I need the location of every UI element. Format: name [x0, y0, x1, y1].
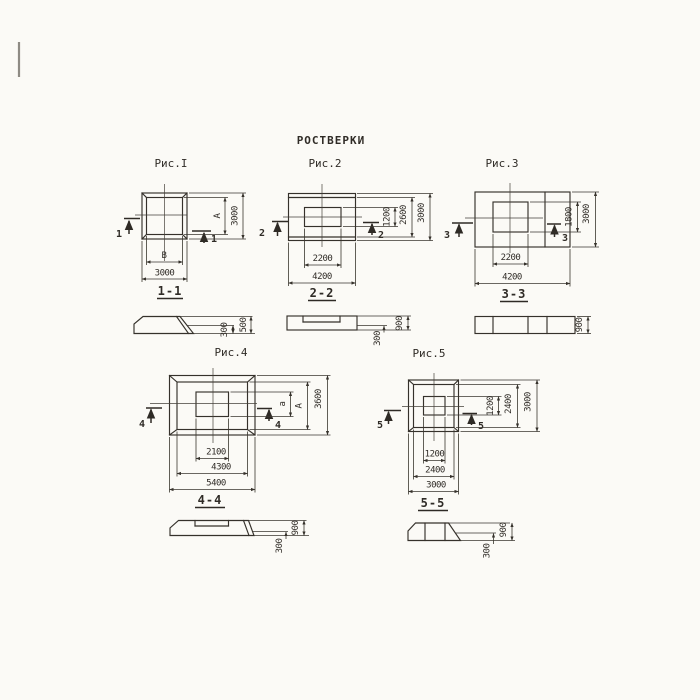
figure5-dim-middle-height-label: 2400 — [504, 394, 514, 414]
figure5-dim-middle-width-label: 2400 — [425, 465, 445, 476]
figure5-section-title — [418, 496, 448, 511]
figure2-dim-inner-width — [305, 229, 342, 269]
figure3-plan — [465, 183, 570, 253]
figure3-dim-inner-height — [530, 202, 581, 232]
figure2-dim-outer-width — [289, 243, 356, 287]
figure5-section-edge-height-label: 300 — [482, 543, 493, 559]
figure2-dim-middle-height-label: 2600 — [399, 205, 409, 225]
figure3-dim-outer-width-label: 4200 — [502, 272, 522, 283]
figure3-dim-inner-width — [493, 234, 528, 267]
figure3-dim-outer-height-label: 3000 — [582, 204, 592, 224]
figure2-section-total-height-label: 900 — [395, 316, 405, 331]
figure5-dim-outer-width — [409, 434, 459, 495]
figure2-dim-inner-width-label: 2200 — [312, 254, 333, 264]
figure5-caption: Рис.5 — [412, 347, 446, 360]
figure4-dim-middle-width-label: 4300 — [211, 462, 231, 473]
figure-4 — [139, 346, 331, 553]
figure3-cut-label-left: 3 — [443, 230, 451, 241]
figure3-section-view — [475, 317, 591, 334]
figure2-section-title — [308, 286, 336, 301]
figure4-dim-inner-height-label: а — [278, 401, 288, 407]
figure4-section-caption: 4-4 — [197, 493, 223, 507]
figure4-dim-inner-width — [196, 419, 229, 462]
figure2-section-caption: 2-2 — [309, 286, 335, 300]
figure4-dim-inner-height — [231, 392, 294, 417]
figure4-cut-label-right: 4 — [274, 420, 282, 431]
figure1-cut-label-right: 1 — [210, 234, 218, 245]
figure1-section-view — [134, 317, 255, 338]
figure-5 — [377, 347, 540, 558]
figure4-section-edge-height-label: 300 — [275, 538, 285, 554]
figure1-cut-mark-right — [192, 231, 217, 245]
figure5-plan — [402, 373, 464, 441]
figure3-section-title — [500, 287, 528, 302]
figure5-dim-outer-width-label: 3000 — [426, 480, 446, 491]
figure2-plan — [283, 184, 362, 247]
figure3-section-caption: 3-3 — [501, 287, 527, 301]
figure3-dim-outer-height — [572, 192, 599, 247]
figure4-dim-outer-height-label: 3600 — [314, 389, 324, 409]
figure4-dim-middle-height-label: А — [294, 403, 305, 409]
figure4-dim-inner-width-label: 2100 — [206, 447, 226, 458]
figure5-dim-outer-height-label: 3000 — [523, 392, 534, 412]
figure4-section-total-height-label: 900 — [291, 520, 301, 536]
figure3-cut-mark-left — [444, 223, 473, 241]
figure2-cut-label-right: 2 — [377, 230, 385, 241]
figure2-cut-label-left: 2 — [258, 228, 266, 239]
figure-2 — [259, 157, 433, 346]
figure4-plan — [150, 368, 257, 443]
figure3-dim-inner-height-label: 1800 — [564, 207, 575, 227]
figure4-caption: Рис.4 — [214, 346, 248, 359]
figure2-dim-outer-width-label: 4200 — [312, 272, 332, 282]
figure4-section-view — [170, 521, 309, 554]
figure2-caption: Рис.2 — [308, 157, 342, 170]
figure4-dim-outer-width-label: 5400 — [206, 478, 226, 489]
figure1-cut-mark-left — [116, 219, 140, 241]
figure4-cut-mark-right — [257, 409, 281, 432]
figure4-cut-mark-left — [139, 408, 162, 430]
figure2-dim-outer-height-label: 3000 — [417, 203, 427, 223]
figure1-dim-outer-height-label: 3000 — [230, 206, 241, 226]
figure2-cut-mark-left — [259, 222, 288, 240]
figure2-section-edge-height-label: 300 — [373, 331, 383, 346]
figure1-section-title — [157, 284, 183, 299]
figure1-caption: Рис.I — [154, 157, 188, 170]
figure1-plan — [135, 184, 187, 261]
figure2-section-view — [287, 316, 411, 346]
figure3-section-total-height-label: 900 — [575, 317, 585, 333]
figure1-dim-inner-height — [184, 198, 228, 235]
figure4-section-title — [195, 493, 225, 508]
figure2-cut-mark-right — [363, 223, 384, 242]
figure5-dim-inner-height-label: 1200 — [486, 396, 496, 416]
figure1-section-caption: 1-1 — [157, 284, 183, 298]
figure1-section-edge-height-label: 300 — [220, 322, 230, 338]
figure5-cut-label-left: 5 — [376, 420, 384, 431]
figure3-dim-inner-width-label: 2200 — [500, 253, 521, 263]
figure5-section-caption: 5-5 — [420, 496, 446, 510]
page-title: РОСТВЕРКИ — [296, 134, 366, 147]
figure5-cut-mark-left — [377, 411, 401, 432]
figure5-dim-inner-width-label: 1200 — [424, 449, 445, 460]
figure4-cut-label-left: 4 — [138, 419, 146, 430]
figure5-section-view — [408, 523, 515, 559]
figure5-dim-outer-height — [461, 380, 541, 432]
figure1-dim-inner-height-label: А — [213, 213, 223, 219]
figure-3 — [444, 157, 599, 334]
figure2-dim-inner-height-label: 1200 — [382, 207, 393, 227]
figure3-caption: Рис.3 — [485, 157, 519, 170]
figure1-cut-label-left: 1 — [115, 229, 123, 240]
figure1-dim-outer-width-label: 3000 — [154, 268, 175, 279]
figure1-section-total-height-label: 500 — [239, 317, 249, 333]
figure5-cut-label-right: 5 — [477, 421, 485, 432]
figure5-cut-mark-right — [463, 414, 485, 433]
figure3-cut-label-right: 3 — [561, 233, 569, 244]
figure1-dim-inner-width-label: В — [161, 251, 167, 261]
figure-1 — [116, 157, 255, 337]
figure5-section-total-height-label: 900 — [499, 522, 509, 538]
figure3-dim-outer-width — [475, 249, 570, 287]
